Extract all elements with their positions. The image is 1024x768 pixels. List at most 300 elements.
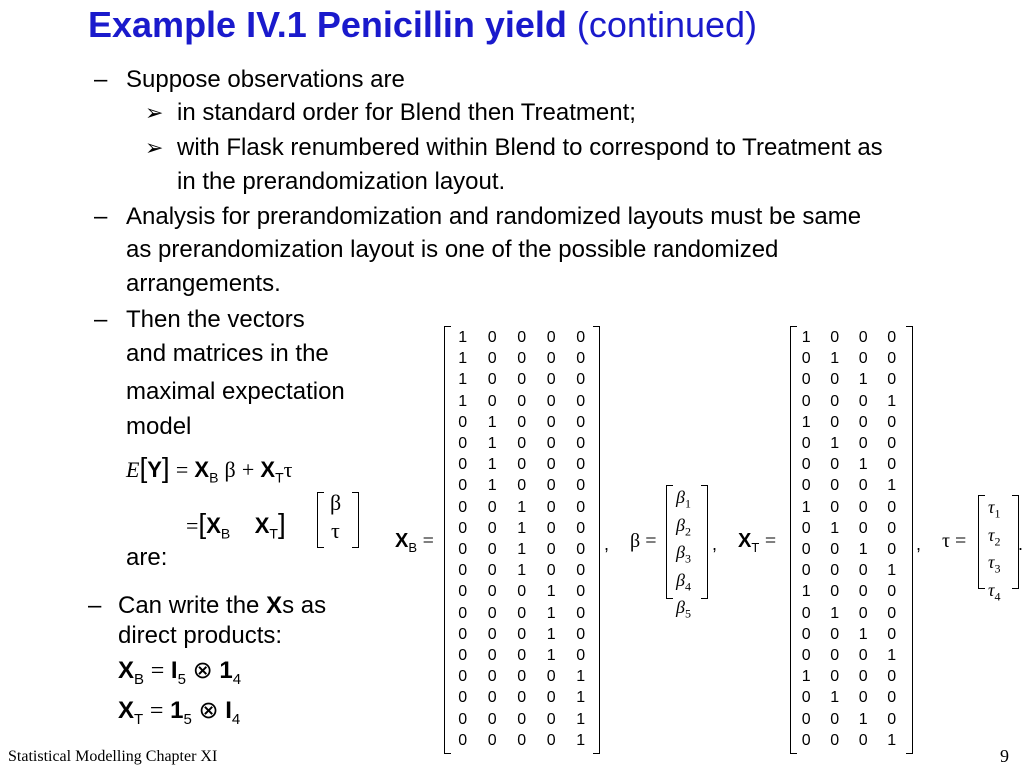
matrix-cell: 0 bbox=[830, 668, 840, 686]
matrix-row bbox=[792, 412, 906, 433]
matrix-row bbox=[448, 709, 596, 730]
bullet-vectors-line1: Then the vectors bbox=[126, 306, 305, 333]
matrix-cell: 0 bbox=[830, 456, 840, 474]
xb-I: I bbox=[170, 657, 178, 684]
matrix-cell: 0 bbox=[458, 668, 468, 686]
matrix-cell: 1 bbox=[887, 731, 897, 749]
matrix-row bbox=[792, 369, 906, 390]
matrix-cell: 0 bbox=[487, 541, 497, 559]
matrix-cell: 0 bbox=[517, 413, 527, 431]
matrix-cell: 0 bbox=[887, 689, 897, 707]
matrix-cell: 0 bbox=[830, 541, 840, 559]
matrix-row bbox=[448, 518, 596, 539]
matrix-cell: 0 bbox=[517, 435, 527, 453]
matrix-cell: 0 bbox=[801, 392, 811, 410]
vector-element: $\tau_3$ bbox=[988, 552, 1001, 576]
arrow-bullet-icon: ➢ bbox=[145, 135, 164, 160]
xt-matrix-label: $X_T$ = bbox=[738, 530, 777, 555]
bullet-direct-products-line1 bbox=[118, 594, 326, 618]
matrix-cell: 0 bbox=[576, 477, 586, 495]
matrix-cell: 0 bbox=[830, 710, 840, 728]
matrix-cell: 0 bbox=[830, 647, 840, 665]
matrix-cell: 1 bbox=[858, 371, 868, 389]
eq-E: E bbox=[126, 457, 140, 482]
matrix-cell: 0 bbox=[830, 731, 840, 749]
matrix-cell: 0 bbox=[858, 519, 868, 537]
matrix-cell: 0 bbox=[576, 413, 586, 431]
matrix-cell: 0 bbox=[858, 435, 868, 453]
matrix-cell: 0 bbox=[858, 647, 868, 665]
xt-eq: = bbox=[149, 698, 164, 724]
matrix-cell: 0 bbox=[887, 710, 897, 728]
matrix-cell: 0 bbox=[546, 413, 556, 431]
xt-matrix-X: X bbox=[738, 530, 752, 552]
bullet-analysis-line1: Analysis for prerandomization and randomized layouts must be same bbox=[126, 203, 862, 230]
bullet-dash: – bbox=[94, 66, 108, 93]
matrix-row bbox=[448, 581, 596, 602]
eq-XT-sub: T bbox=[275, 469, 284, 486]
matrix-cell: 0 bbox=[487, 731, 497, 749]
matrix-cell: 1 bbox=[858, 710, 868, 728]
eq2-XT: X bbox=[254, 513, 270, 538]
matrix-cell: 0 bbox=[830, 625, 840, 643]
tau-label: τ = bbox=[942, 530, 967, 552]
b4-bold-X: X bbox=[266, 592, 283, 619]
matrix-cell: 1 bbox=[458, 329, 468, 346]
matrix-cell: 0 bbox=[487, 647, 497, 665]
xb-direct-product bbox=[118, 656, 241, 688]
matrix-cell: 0 bbox=[487, 562, 497, 580]
matrix-cell: 0 bbox=[458, 477, 468, 495]
matrix-cell: 0 bbox=[576, 371, 586, 389]
matrix-cell: 0 bbox=[576, 647, 586, 665]
matrix-row bbox=[792, 454, 906, 475]
bullet-analysis-line3: arrangements. bbox=[126, 270, 281, 297]
matrix-cell: 0 bbox=[887, 371, 897, 389]
matrix-cell: 0 bbox=[546, 371, 556, 389]
matrix-cell: 0 bbox=[576, 519, 586, 537]
xb-matrix bbox=[448, 327, 596, 751]
matrix-cell: 0 bbox=[458, 498, 468, 516]
matrix-cell: 0 bbox=[546, 329, 556, 346]
sub-bullet-standard-order: in standard order for Blend then Treatment; bbox=[177, 99, 636, 126]
xb-otimes: ⊗ bbox=[192, 658, 213, 684]
matrix-cell: 0 bbox=[576, 392, 586, 410]
matrix-cell: 1 bbox=[517, 519, 527, 537]
vector-element: $\tau_4$ bbox=[988, 579, 1001, 604]
matrix-row bbox=[792, 560, 906, 581]
matrix-cell: 0 bbox=[487, 329, 497, 346]
vector-element: $\tau_1$ bbox=[988, 497, 1001, 521]
beta-bracket-right bbox=[701, 485, 708, 599]
matrix-cell: 0 bbox=[517, 456, 527, 474]
matrix-row bbox=[792, 348, 906, 369]
beta-symbol: β bbox=[630, 530, 641, 552]
matrix-cell: 0 bbox=[487, 625, 497, 643]
matrix-cell: 1 bbox=[458, 371, 468, 389]
matrix-cell: 0 bbox=[858, 392, 868, 410]
arrow-bullet-icon: ➢ bbox=[145, 100, 164, 125]
matrix-cell: 0 bbox=[887, 583, 897, 601]
matrix-cell: 0 bbox=[887, 329, 897, 346]
matrix-cell: 0 bbox=[801, 647, 811, 665]
matrix-cell: 1 bbox=[576, 710, 586, 728]
xt-lhs-sub: T bbox=[134, 710, 144, 728]
matrix-cell: 0 bbox=[546, 456, 556, 474]
matrix-row bbox=[448, 327, 596, 348]
matrix-row bbox=[792, 624, 906, 645]
matrix-cell: 0 bbox=[801, 604, 811, 622]
matrix-row bbox=[448, 560, 596, 581]
matrix-cell: 0 bbox=[517, 625, 527, 643]
matrix-cell: 1 bbox=[858, 456, 868, 474]
eq2-XT-sub: T bbox=[269, 525, 278, 542]
matrix-cell: 0 bbox=[801, 371, 811, 389]
matrix-cell: 0 bbox=[546, 435, 556, 453]
matrix-cell: 1 bbox=[487, 413, 497, 431]
matrix-row bbox=[448, 730, 596, 751]
comma: , bbox=[916, 534, 922, 554]
matrix-cell: 0 bbox=[830, 392, 840, 410]
matrix-cell: 0 bbox=[517, 583, 527, 601]
matrix-cell: 1 bbox=[830, 519, 840, 537]
matrix-cell: 0 bbox=[887, 668, 897, 686]
matrix-cell: 0 bbox=[576, 435, 586, 453]
matrix-cell: 0 bbox=[887, 456, 897, 474]
matrix-cell: 0 bbox=[458, 647, 468, 665]
vector-element: $\tau_2$ bbox=[988, 524, 1001, 549]
matrix-cell: 1 bbox=[830, 435, 840, 453]
matrix-row bbox=[792, 709, 906, 730]
matrix-cell: 0 bbox=[858, 731, 868, 749]
matrix-row bbox=[448, 391, 596, 412]
matrix-row bbox=[448, 666, 596, 687]
matrix-cell: 0 bbox=[517, 371, 527, 389]
matrix-cell: 1 bbox=[517, 498, 527, 516]
matrix-cell: 0 bbox=[546, 731, 556, 749]
comma: , bbox=[604, 534, 610, 554]
eq-equals: = bbox=[175, 457, 189, 482]
eq2-XB-sub: B bbox=[220, 525, 231, 542]
eq-XB-sub: B bbox=[209, 469, 219, 486]
matrix-row bbox=[792, 391, 906, 412]
period: . bbox=[1018, 534, 1024, 554]
bullet-vectors-line3: maximal expectation bbox=[126, 378, 345, 405]
sub-bullet-flask-line1: with Flask renumbered within Blend to correspond to Treatment as bbox=[177, 134, 883, 161]
matrix-cell: 0 bbox=[801, 625, 811, 643]
xt-one: 1 bbox=[170, 697, 184, 724]
model-equation: $E[Y] = X_B$ $\beta + X_T\tau$ bbox=[126, 452, 293, 486]
eq2-XB: X bbox=[206, 513, 221, 538]
matrix-cell: 0 bbox=[576, 456, 586, 474]
matrix-cell: 0 bbox=[487, 710, 497, 728]
matrix-cell: 0 bbox=[546, 498, 556, 516]
xb-eq: = bbox=[150, 658, 165, 684]
matrix-cell: 1 bbox=[458, 350, 468, 368]
matrix-cell: 0 bbox=[576, 583, 586, 601]
matrix-cell: 0 bbox=[887, 604, 897, 622]
xt-I-sub: 4 bbox=[231, 710, 241, 728]
bullet-dash: – bbox=[94, 203, 108, 230]
matrix-cell: 0 bbox=[458, 604, 468, 622]
xt-bracket-right bbox=[906, 326, 913, 754]
matrix-cell: 0 bbox=[576, 350, 586, 368]
beta-label: β = bbox=[630, 530, 657, 552]
matrix-cell: 0 bbox=[517, 477, 527, 495]
matrix-cell: 0 bbox=[887, 413, 897, 431]
matrix-cell: 1 bbox=[517, 562, 527, 580]
matrix-cell: 0 bbox=[458, 562, 468, 580]
matrix-row bbox=[448, 454, 596, 475]
bullet-suppose: Suppose observations are bbox=[126, 66, 405, 93]
matrix-cell: 0 bbox=[576, 604, 586, 622]
matrix-cell: 1 bbox=[858, 541, 868, 559]
matrix-cell: 0 bbox=[801, 519, 811, 537]
xb-matrix-sub: B bbox=[408, 540, 418, 555]
matrix-cell: 0 bbox=[546, 689, 556, 707]
footer-course: Statistical Modelling Chapter XI bbox=[8, 748, 218, 765]
slide-title bbox=[88, 4, 757, 46]
matrix-cell: 0 bbox=[801, 562, 811, 580]
matrix-row bbox=[448, 645, 596, 666]
matrix-row bbox=[792, 581, 906, 602]
xt-otimes: ⊗ bbox=[198, 698, 219, 724]
matrix-cell: 0 bbox=[487, 519, 497, 537]
matrix-row bbox=[448, 624, 596, 645]
xt-one-sub: 5 bbox=[183, 710, 192, 728]
xb-matrix-label: $X_B$ = bbox=[395, 530, 434, 555]
eq-Y: Y bbox=[147, 457, 162, 482]
matrix-cell: 0 bbox=[858, 413, 868, 431]
matrix-row bbox=[792, 518, 906, 539]
matrix-row bbox=[792, 645, 906, 666]
xt-I: I bbox=[225, 697, 232, 724]
comma: , bbox=[712, 534, 718, 554]
matrix-cell: 0 bbox=[458, 435, 468, 453]
matrix-row bbox=[448, 369, 596, 390]
xb-lhs-sub: B bbox=[134, 670, 145, 688]
matrix-cell: 0 bbox=[858, 668, 868, 686]
matrix-cell: 0 bbox=[887, 519, 897, 537]
matrix-row bbox=[448, 687, 596, 708]
matrix-cell: 1 bbox=[801, 329, 811, 346]
matrix-cell: 0 bbox=[801, 435, 811, 453]
matrix-row bbox=[792, 730, 906, 751]
matrix-cell: 0 bbox=[830, 583, 840, 601]
matrix-cell: 0 bbox=[830, 498, 840, 516]
matrix-cell: 1 bbox=[830, 604, 840, 622]
bullet-direct-products-line2: direct products: bbox=[118, 622, 283, 649]
matrix-cell: 0 bbox=[458, 731, 468, 749]
matrix-row bbox=[792, 687, 906, 708]
xb-one-sub: 4 bbox=[232, 670, 242, 688]
matrix-cell: 0 bbox=[858, 689, 868, 707]
model-equation-partitioned: $=[X_B$ $X_T$] bbox=[186, 508, 286, 542]
matrix-cell: 1 bbox=[801, 668, 811, 686]
matrix-row bbox=[448, 412, 596, 433]
matrix-cell: 0 bbox=[458, 689, 468, 707]
matrix-row bbox=[448, 348, 596, 369]
eq-XT: X bbox=[260, 457, 276, 482]
matrix-cell: 0 bbox=[830, 329, 840, 346]
matrix-cell: 0 bbox=[458, 541, 468, 559]
matrix-cell: 0 bbox=[801, 456, 811, 474]
matrix-cell: 0 bbox=[458, 456, 468, 474]
partition-bracket-left bbox=[317, 492, 324, 548]
matrix-cell: 0 bbox=[546, 350, 556, 368]
xb-I-sub: 5 bbox=[177, 670, 186, 688]
matrix-cell: 1 bbox=[546, 583, 556, 601]
matrix-row bbox=[792, 666, 906, 687]
matrix-cell: 0 bbox=[517, 710, 527, 728]
page-number: 9 bbox=[1000, 746, 1009, 766]
tau-vector bbox=[988, 497, 1000, 607]
matrix-cell: 0 bbox=[830, 477, 840, 495]
eq-tau: τ bbox=[283, 457, 293, 482]
matrix-cell: 0 bbox=[546, 477, 556, 495]
matrix-cell: 0 bbox=[487, 668, 497, 686]
matrix-cell: 1 bbox=[830, 350, 840, 368]
xb-lhs: X bbox=[118, 657, 135, 684]
matrix-row bbox=[792, 433, 906, 454]
matrix-cell: 0 bbox=[517, 731, 527, 749]
partition-bracket-right bbox=[352, 492, 359, 548]
matrix-cell: 0 bbox=[487, 350, 497, 368]
b4-suffix: s as bbox=[282, 592, 327, 619]
matrix-cell: 1 bbox=[458, 392, 468, 410]
matrix-cell: 0 bbox=[546, 668, 556, 686]
matrix-row bbox=[448, 433, 596, 454]
partition-tau: τ bbox=[331, 518, 340, 543]
matrix-cell: 0 bbox=[546, 392, 556, 410]
matrix-cell: 0 bbox=[801, 541, 811, 559]
matrix-cell: 0 bbox=[458, 519, 468, 537]
eq-plus: + bbox=[241, 457, 255, 482]
sub-bullet-flask-line2: in the prerandomization layout. bbox=[177, 168, 506, 195]
matrix-row bbox=[448, 497, 596, 518]
matrix-cell: 0 bbox=[830, 562, 840, 580]
matrix-cell: 0 bbox=[801, 350, 811, 368]
matrix-cell: 0 bbox=[858, 329, 868, 346]
matrix-cell: 0 bbox=[546, 519, 556, 537]
matrix-cell: 1 bbox=[546, 604, 556, 622]
matrix-cell: 0 bbox=[576, 498, 586, 516]
matrix-cell: 1 bbox=[887, 477, 897, 495]
matrix-cell: 0 bbox=[858, 350, 868, 368]
matrix-cell: 0 bbox=[858, 583, 868, 601]
vector-element: $\beta_2$ bbox=[676, 514, 691, 539]
matrix-row bbox=[792, 475, 906, 496]
xt-matrix bbox=[792, 327, 906, 751]
matrix-cell: 0 bbox=[487, 604, 497, 622]
matrix-cell: 0 bbox=[458, 625, 468, 643]
matrix-cell: 1 bbox=[801, 413, 811, 431]
matrix-cell: 0 bbox=[517, 350, 527, 368]
matrix-cell: 0 bbox=[830, 371, 840, 389]
matrix-cell: 1 bbox=[546, 647, 556, 665]
matrix-cell: 0 bbox=[517, 329, 527, 346]
matrix-cell: 1 bbox=[576, 731, 586, 749]
matrix-row bbox=[792, 603, 906, 624]
bullet-vectors-line4: model bbox=[126, 413, 192, 440]
matrix-cell: 0 bbox=[517, 647, 527, 665]
matrix-row bbox=[792, 327, 906, 348]
beta-vector bbox=[676, 487, 691, 625]
matrix-cell: 0 bbox=[458, 710, 468, 728]
matrix-cell: 1 bbox=[858, 625, 868, 643]
matrix-cell: 1 bbox=[576, 689, 586, 707]
matrix-cell: 1 bbox=[887, 562, 897, 580]
bullet-vectors-line2: and matrices in the bbox=[126, 340, 329, 367]
matrix-cell: 0 bbox=[487, 498, 497, 516]
matrix-cell: 0 bbox=[576, 541, 586, 559]
matrix-cell: 0 bbox=[801, 477, 811, 495]
matrix-cell: 1 bbox=[576, 668, 586, 686]
matrix-cell: 0 bbox=[858, 498, 868, 516]
matrix-cell: 1 bbox=[830, 689, 840, 707]
title-continued: (continued) bbox=[576, 4, 758, 45]
matrix-cell: 0 bbox=[546, 541, 556, 559]
bullet-dash: – bbox=[88, 592, 102, 619]
eq-beta: β bbox=[224, 457, 236, 482]
tau-bracket-left bbox=[978, 495, 985, 589]
xt-matrix-sub: T bbox=[751, 540, 760, 555]
tau-symbol: τ bbox=[942, 530, 951, 552]
matrix-cell: 0 bbox=[858, 562, 868, 580]
matrix-cell: 1 bbox=[887, 392, 897, 410]
eq2-equals: = bbox=[186, 513, 199, 538]
matrix-cell: 1 bbox=[487, 456, 497, 474]
matrix-cell: 0 bbox=[458, 583, 468, 601]
matrix-cell: 0 bbox=[458, 413, 468, 431]
beta-bracket-left bbox=[666, 485, 673, 599]
xb-matrix-X: X bbox=[395, 530, 409, 552]
vector-element: $\beta_1$ bbox=[676, 487, 691, 511]
matrix-cell: 0 bbox=[487, 371, 497, 389]
matrix-cell: 0 bbox=[546, 562, 556, 580]
vector-element: $\beta_4$ bbox=[676, 569, 691, 594]
bullet-are: are: bbox=[126, 544, 168, 571]
matrix-cell: 1 bbox=[487, 477, 497, 495]
matrix-cell: 1 bbox=[801, 583, 811, 601]
matrix-cell: 0 bbox=[887, 350, 897, 368]
matrix-cell: 0 bbox=[487, 392, 497, 410]
matrix-row bbox=[792, 497, 906, 518]
matrix-row bbox=[448, 539, 596, 560]
xb-one: 1 bbox=[219, 657, 233, 684]
matrix-cell: 0 bbox=[517, 668, 527, 686]
matrix-cell: 0 bbox=[576, 562, 586, 580]
matrix-row bbox=[448, 475, 596, 496]
matrix-cell: 1 bbox=[487, 435, 497, 453]
matrix-cell: 0 bbox=[887, 498, 897, 516]
matrix-cell: 1 bbox=[546, 625, 556, 643]
matrix-cell: 0 bbox=[830, 413, 840, 431]
matrix-cell: 0 bbox=[801, 689, 811, 707]
matrix-cell: 1 bbox=[517, 541, 527, 559]
matrix-cell: 0 bbox=[801, 710, 811, 728]
matrix-row bbox=[448, 603, 596, 624]
matrix-cell: 1 bbox=[887, 647, 897, 665]
b4-prefix: Can write the bbox=[118, 592, 267, 619]
matrix-cell: 0 bbox=[887, 541, 897, 559]
title-main: Example IV.1 Penicillin yield bbox=[88, 4, 567, 45]
vector-element: $\beta_3$ bbox=[676, 542, 691, 566]
matrix-cell: 0 bbox=[887, 435, 897, 453]
xt-direct-product bbox=[118, 696, 240, 728]
matrix-cell: 0 bbox=[517, 689, 527, 707]
matrix-cell: 1 bbox=[801, 498, 811, 516]
